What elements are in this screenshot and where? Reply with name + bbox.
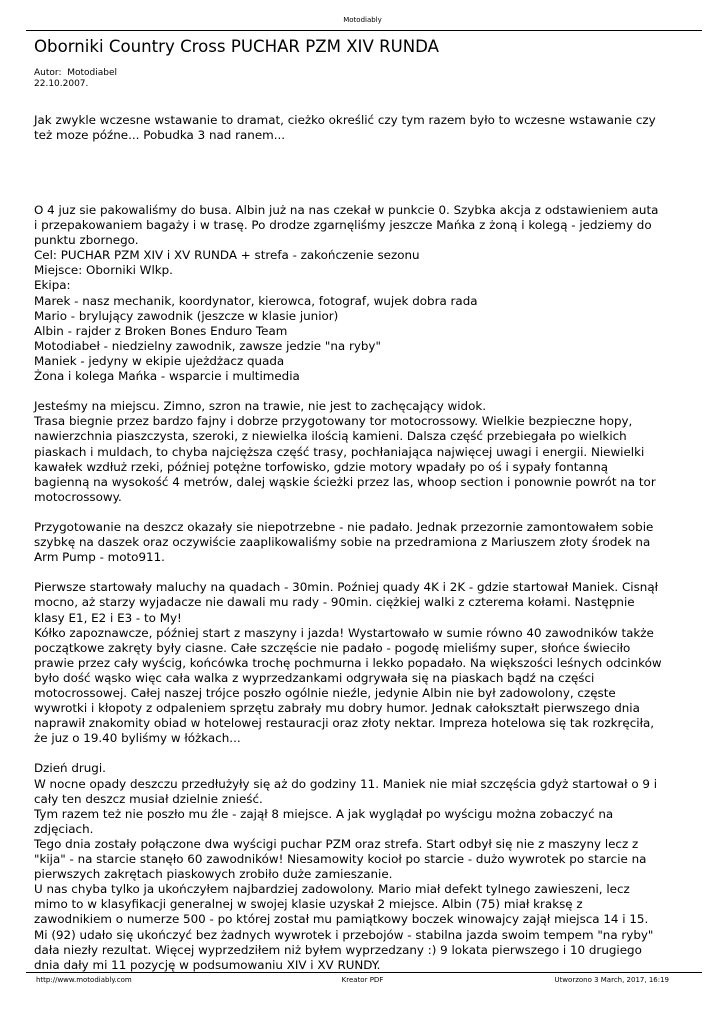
text-line: nawierzchnia piaszczysta, szeroki, z niewielka ilością kamieni. Dalsza część przebiegała po wielkich (34, 429, 627, 444)
text-line: Pierwsze startowały maluchy na quadach - 30min. Poźniej quady 4K i 2K - gdzie startował Maniek. Cisnął (34, 580, 658, 595)
text-line: początkowe zakręty były ciasne. Całe szczęście nie padało - pogodę mieliśmy super, słońce świeciło (34, 640, 631, 655)
text-line: bagienną na wysokość 4 metrów, dalej wąskie ścieżki przez las, whoop section i ponownie powrót na tor (34, 474, 656, 489)
text-line: motocrossowej. Całej naszej trójce poszło ogólnie nieźle, jedynie Albin nie był zadowolony, częste (34, 686, 616, 700)
text-line: Cel: PUCHAR PZM XIV i XV RUNDA + strefa - zakończenie sezonu (34, 248, 420, 263)
text-line: Jak zwykle wczesne wstawanie to dramat, cieżko określić czy tym razem było to wczesne wstawanie czy (34, 113, 656, 127)
text-line: Żona i kolega Mańka - wsparcie i multimedia (34, 369, 300, 384)
text-line: Dzień drugi. (34, 761, 106, 776)
text-line: Marek - nasz mechanik, koordynator, kierowca, fotograf, wujek dobra rada (34, 293, 478, 308)
footer-url-link[interactable]: http://www.motodiably.com (36, 976, 132, 984)
text-line: dała niezły rezultat. Więcej wyprzedziłem niż byłem wyprzedzany :) 9 lokata pierwszego i 10 drugiego (34, 942, 642, 957)
text-line: mimo to w klasyfikacji generalnej w swojej klasie uzyskał 2 miejsce. Albin (75) miał kraksę z (34, 897, 583, 912)
text-line: "kija" - na starcie stanęło 60 zawodników! Niesamowity kocioł po starcie - dużo wywrotek po starcie na (34, 852, 647, 867)
text-line: Ekipa: (34, 278, 71, 293)
footer-divider (26, 972, 702, 973)
text-line: Maniek - jedyny w ekipie ujeżdżacz quada (34, 353, 285, 368)
text-line: Trasa biegnie przez bardzo fajny i dobrze przygotowany tor motocrossowy. Wielkie bezpieczne hopy, (34, 414, 633, 429)
text-line: O 4 juz sie pakowaliśmy do busa. Albin już na nas czekał w punkcie 0. Szybka akcja z odstawieniem auta (34, 203, 659, 217)
paragraph-gap (34, 505, 694, 520)
text-line: Kółko zapoznawcze, później start z maszyny i jazda! Wystartowało w sumie równo 40 zawodników także (34, 625, 654, 640)
intro-paragraph (34, 113, 694, 143)
author-line: Autor: Motodiabel (34, 68, 117, 78)
text-line: cały ten deszcz musiał dzielnie znieść. (34, 791, 263, 806)
header-divider (26, 30, 702, 31)
text-line: było dość wąsko więc cała walka z wyprzedzankami odgrywała się na piaskach bądź na części (34, 670, 595, 685)
text-line: zdjęciach. (34, 821, 94, 836)
paragraph-gap (34, 746, 694, 761)
text-line: i przepakowaniem bagaży i w trasę. Po drodze zgarnęliśmy jeszcze Mańka z żoną i kolegą - jedziemy do (34, 218, 652, 233)
text-line: piaskach i muldach, to chyba najcięższa część trasy, pochłaniająca najwięcej uwagi i energii. Niewielki (34, 444, 645, 459)
text-line: szybkę na daszek oraz oczywiście zaaplikowaliśmy sobie na przedramiona z Mariuszem złoty środek na (34, 535, 651, 550)
text-line: zawodnikiem o numerze 500 - po której został mu pamiątkowy boczek winowajcy zajął miejsca 14 i 15. (34, 912, 649, 927)
text-line: Przygotowanie na deszcz okazały sie niepotrzebne - nie padało. Jednak przezornie zamontowałem sobie (34, 519, 654, 534)
text-line: Arm Pump - moto911. (34, 550, 165, 565)
text-line: że juz o 19.40 byliśmy w łóżkach... (34, 731, 241, 746)
text-line: kawałek wzdłuż rzeki, później potężne torfowisko, gdzie motory wpadały po oś i sypały fontanną (34, 459, 609, 474)
text-line: prawie przez cały wyścig, końcówka trochę pochmurna i lekko popadało. Na większości leśnych odcinków (34, 655, 662, 670)
paragraph-gap (34, 565, 694, 580)
footer-created-date: Utworzono 3 March, 2017, 16:19 (554, 976, 669, 984)
text-line: U nas chyba tylko ja ukończyłem najbardziej zadowolony. Mario miał defekt tylnego zawieszeni, lecz (34, 882, 630, 897)
article-title: Oborniki Country Cross PUCHAR PZM XIV RUNDA (34, 37, 440, 56)
text-line: motocrossowy. (34, 489, 122, 504)
text-line: klasy E1, E2 i E3 - to My! (34, 610, 182, 625)
text-line: mocno, aż starzy wyjadacze nie dawali mu rady - 90min. ciężkiej walki z czterema kołami. Następnie (34, 595, 635, 610)
text-line: punktu zbornego. (34, 233, 139, 248)
article-meta (34, 68, 117, 90)
text-line: Miejsce: Oborniki Wlkp. (34, 263, 173, 278)
text-line: Tym razem też nie poszło mu źle - zajął 8 miejsce. A jak wyglądał po wyścigu można zobaczyć na (34, 806, 614, 821)
paragraph-gap (34, 384, 694, 399)
text-line: Jesteśmy na miejscu. Zimno, szron na trawie, nie jest to zachęcający widok. (34, 399, 487, 414)
article-date: 22.10.2007. (34, 79, 89, 89)
text-line: W nocne opady deszczu przedłużyły się aż do godziny 11. Maniek nie miał szczęścia gdyż startował o 9 i (34, 776, 658, 791)
text-line: Mi (92) udało się ukończyć bez żadnych wywrotek i przebojów - stabilna jazda swoim tempem "na ryby" (34, 927, 654, 942)
text-line: naprawił znakomity obiad w hotelowej restauracji oraz złoty nektar. Impreza hotelowa się tak rozkręciła, (34, 716, 655, 731)
text-line: Albin - rajder z Broken Bones Enduro Team (34, 323, 288, 338)
text-line: też moze późne... Pobudka 3 nad ranem... (34, 128, 286, 143)
text-line: Motodiabeł - niedzielny zawodnik, zawsze jedzie "na ryby" (34, 338, 381, 353)
text-line: wywrotki i kłopoty z odpaleniem sprzętu zabrały mu dobry humor. Jednak całokształt pierwszego dnia (34, 701, 640, 716)
text-line: dnia dały mi 11 pozycję w podsumowaniu XIV i XV RUNDY. (34, 957, 381, 972)
text-line: pierwszych zakrętach piaskowych zrobiło duże zamieszanie. (34, 867, 393, 882)
article-body (34, 203, 694, 973)
text-line: Mario - brylujący zawodnik (jeszcze w klasie junior) (34, 308, 339, 323)
text-line: Tego dnia zostały połączone dwa wyścigi puchar PZM oraz strefa. Start odbył się nie z maszyny lecz z (34, 836, 639, 851)
site-name-header: Motodiably (343, 16, 382, 24)
footer-generator: Kreator PDF (341, 976, 384, 984)
